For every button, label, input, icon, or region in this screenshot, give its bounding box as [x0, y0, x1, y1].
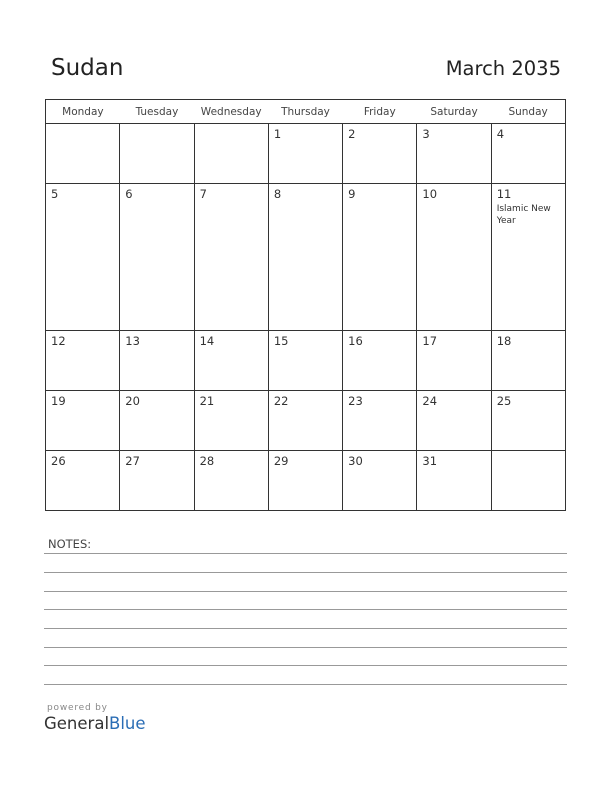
day-number: 5 [51, 187, 59, 202]
note-line [44, 647, 567, 648]
page-title-country: Sudan [51, 55, 124, 81]
week-row [46, 330, 566, 390]
day-number: 26 [51, 453, 66, 468]
calendar-body [46, 124, 566, 511]
day-cell [417, 124, 491, 184]
day-cell [194, 330, 268, 390]
day-cell [194, 390, 268, 450]
day-cell [46, 330, 120, 390]
day-cell [343, 330, 417, 390]
weekday-thursday: Thursday [268, 100, 342, 124]
day-number: 4 [496, 127, 505, 141]
note-line [44, 591, 567, 592]
day-number: 20 [125, 393, 140, 408]
day-number: 6 [125, 187, 133, 202]
day-cell [417, 450, 491, 510]
day-cell [194, 450, 268, 510]
weekday-wednesday: Wednesday [194, 100, 268, 124]
logo-blue: Blue [109, 714, 146, 733]
weekday-tuesday: Tuesday [120, 100, 194, 124]
day-cell [268, 390, 342, 450]
day-cell [417, 390, 491, 450]
note-line [44, 553, 567, 554]
day-number: 31 [422, 453, 438, 468]
empty-day-cell [491, 450, 565, 510]
day-number: 30 [348, 453, 363, 468]
day-number: 7 [199, 187, 207, 202]
day-cell [268, 330, 342, 390]
weekday-sunday: Sunday [491, 100, 565, 124]
day-number: 8 [273, 187, 282, 202]
empty-day-cell [120, 124, 194, 184]
week-row [46, 124, 566, 184]
day-cell [491, 390, 565, 450]
day-number: 23 [348, 393, 363, 408]
day-number: 13 [125, 333, 140, 348]
note-line [44, 628, 567, 629]
weekday-header-row [46, 100, 566, 124]
day-cell [343, 450, 417, 510]
day-number: 22 [273, 393, 289, 408]
note-line [44, 665, 567, 666]
day-cell [417, 330, 491, 390]
day-number: 1 [273, 127, 282, 141]
day-cell [268, 450, 342, 510]
day-number: 29 [273, 453, 289, 468]
day-cell [417, 184, 491, 331]
week-row [46, 184, 566, 331]
day-cell [491, 184, 565, 331]
day-number: 12 [51, 333, 66, 348]
day-cell [46, 184, 120, 331]
day-cell [120, 330, 194, 390]
empty-day-cell [194, 124, 268, 184]
day-number: 3 [422, 127, 430, 141]
day-number: 2 [348, 127, 356, 141]
note-line [44, 609, 567, 610]
day-number: 19 [51, 393, 66, 408]
logo-general: General [44, 714, 110, 733]
day-number: 11 [496, 187, 512, 202]
generalblue-logo [44, 714, 146, 733]
note-line [44, 684, 567, 685]
day-number: 10 [422, 187, 438, 202]
brand-footer [44, 703, 146, 733]
day-number: 15 [273, 333, 289, 348]
calendar-grid [45, 99, 566, 511]
day-number: 9 [348, 187, 356, 202]
powered-by-text: powered by [47, 703, 108, 713]
day-cell [194, 184, 268, 331]
day-cell [46, 390, 120, 450]
note-line [44, 572, 567, 573]
week-row [46, 390, 566, 450]
day-cell [343, 184, 417, 331]
day-cell [268, 184, 342, 331]
day-cell [120, 184, 194, 331]
day-cell [46, 450, 120, 510]
day-number: 28 [199, 453, 215, 468]
day-cell [343, 124, 417, 184]
empty-day-cell [46, 124, 120, 184]
day-cell [491, 330, 565, 390]
week-row [46, 450, 566, 510]
day-number: 21 [199, 393, 215, 408]
day-number: 16 [348, 333, 363, 348]
day-number: 25 [496, 393, 512, 408]
month-year-title: March 2035 [445, 57, 561, 80]
day-number: 18 [496, 333, 512, 348]
day-number: 17 [422, 333, 438, 348]
day-cell [268, 124, 342, 184]
day-number: 14 [199, 333, 215, 348]
day-cell [491, 124, 565, 184]
day-cell [120, 390, 194, 450]
notes-label: NOTES: [48, 537, 92, 551]
holiday-event: Islamic New Year [496, 204, 551, 227]
weekday-monday: Monday [46, 100, 120, 124]
weekday-saturday: Saturday [417, 100, 491, 124]
day-cell [120, 450, 194, 510]
day-number: 27 [125, 453, 140, 468]
day-number: 24 [422, 393, 438, 408]
weekday-friday: Friday [343, 100, 417, 124]
day-cell [343, 390, 417, 450]
